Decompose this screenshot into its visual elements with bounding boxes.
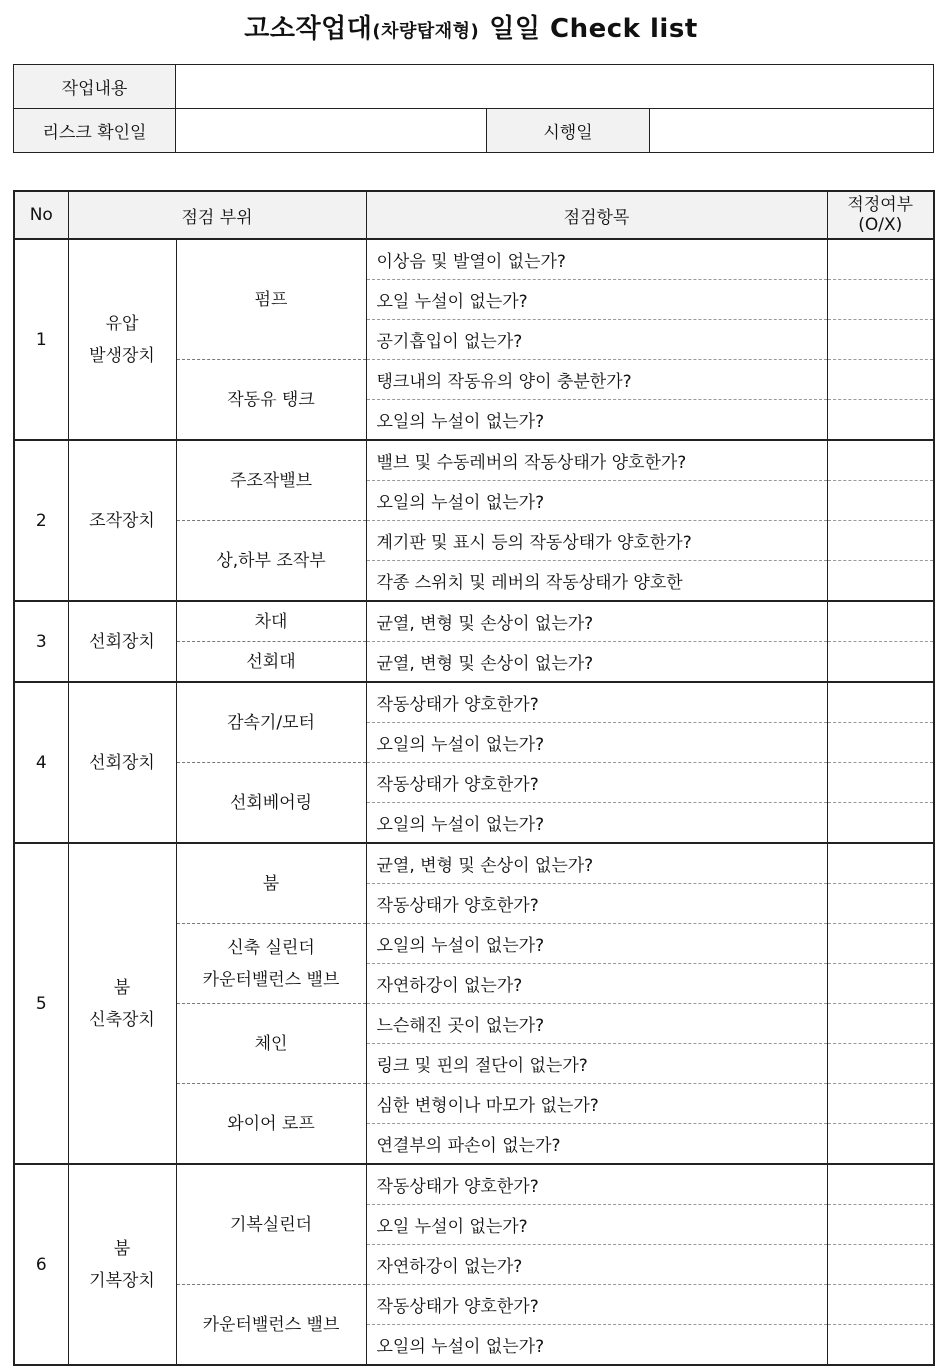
- title-sub: (차량탑재형): [372, 21, 480, 42]
- group-no: 2: [14, 440, 68, 601]
- group-no: 4: [14, 682, 68, 843]
- fit-check-cell[interactable]: [827, 1325, 934, 1366]
- checklist-row: [14, 1164, 934, 1205]
- group-name-line1: 붐: [113, 977, 131, 998]
- subpart-line1: 와이어 로프: [227, 1113, 315, 1134]
- header-fit-line2: (O/X): [858, 215, 903, 235]
- header-no: No: [14, 191, 68, 239]
- group-no: 3: [14, 601, 68, 682]
- fit-check-cell[interactable]: [827, 280, 934, 320]
- subpart-name: [176, 1164, 366, 1285]
- subpart-name: [176, 601, 366, 642]
- fit-check-cell[interactable]: [827, 843, 934, 884]
- checklist-row: [14, 239, 934, 280]
- group-name-line1: 유압: [105, 313, 139, 334]
- check-item: 작동상태가 양호한가?: [366, 682, 827, 723]
- subpart-name: [176, 1285, 366, 1366]
- subpart-name: [176, 763, 366, 844]
- checklist-row: [14, 601, 934, 642]
- checklist-table: [13, 190, 935, 1366]
- fit-check-cell[interactable]: [827, 1004, 934, 1044]
- header-fit: [827, 191, 934, 239]
- group-name-line2: 기복장치: [89, 1270, 155, 1291]
- subpart-line1: 상,하부 조작부: [216, 550, 326, 571]
- fit-check-cell[interactable]: [827, 521, 934, 561]
- subpart-line1: 체인: [254, 1033, 288, 1054]
- fit-check-cell[interactable]: [827, 803, 934, 844]
- group-name: [68, 682, 176, 843]
- check-item: 균열, 변형 및 손상이 없는가?: [366, 843, 827, 884]
- check-item: 이상음 및 발열이 없는가?: [366, 239, 827, 280]
- subpart-line1: 주조작밸브: [229, 470, 313, 491]
- check-item: 오일의 누설이 없는가?: [366, 723, 827, 763]
- fit-check-cell[interactable]: [827, 682, 934, 723]
- exec-date-field[interactable]: [650, 109, 934, 153]
- group-name: [68, 601, 176, 682]
- group-name: [68, 239, 176, 440]
- group-name-line1: 선회장치: [89, 752, 155, 773]
- fit-check-cell[interactable]: [827, 884, 934, 924]
- subpart-line1: 감속기/모터: [227, 712, 315, 733]
- check-item: 오일 누설이 없는가?: [366, 280, 827, 320]
- subpart-line2: 카운터밸런스 밸브: [202, 969, 340, 990]
- check-item: 오일의 누설이 없는가?: [366, 481, 827, 521]
- group-name-line1: 선회장치: [89, 631, 155, 652]
- check-item: 자연하강이 없는가?: [366, 1245, 827, 1285]
- check-item: 오일의 누설이 없는가?: [366, 1325, 827, 1366]
- info-table: [13, 64, 934, 153]
- check-item: 탱크내의 작동유의 양이 충분한가?: [366, 360, 827, 400]
- subpart-line1: 펌프: [254, 289, 288, 310]
- subpart-name: [176, 1084, 366, 1165]
- fit-check-cell[interactable]: [827, 763, 934, 803]
- fit-check-cell[interactable]: [827, 481, 934, 521]
- check-item: 공기흡입이 없는가?: [366, 320, 827, 360]
- check-item: 오일 누설이 없는가?: [366, 1205, 827, 1245]
- check-item: 작동상태가 양호한가?: [366, 763, 827, 803]
- group-name: [68, 843, 176, 1164]
- subpart-name: [176, 924, 366, 1004]
- page-title: [0, 8, 942, 45]
- title-main: 고소작업대: [244, 14, 373, 44]
- fit-check-cell[interactable]: [827, 320, 934, 360]
- fit-check-cell[interactable]: [827, 924, 934, 964]
- fit-check-cell[interactable]: [827, 561, 934, 602]
- group-no: 5: [14, 843, 68, 1164]
- fit-check-cell[interactable]: [827, 723, 934, 763]
- check-item: 작동상태가 양호한가?: [366, 884, 827, 924]
- fit-check-cell[interactable]: [827, 440, 934, 481]
- header-part: 점검 부위: [68, 191, 366, 239]
- fit-check-cell[interactable]: [827, 239, 934, 280]
- subpart-name: [176, 682, 366, 763]
- group-no: 1: [14, 239, 68, 440]
- subpart-line1: 기복실린더: [229, 1214, 313, 1235]
- group-name: [68, 440, 176, 601]
- subpart-line1: 카운터밸런스 밸브: [202, 1314, 340, 1335]
- group-name-line1: 조작장치: [89, 510, 155, 531]
- check-item: 오일의 누설이 없는가?: [366, 924, 827, 964]
- subpart-line1: 붐: [262, 873, 280, 894]
- subpart-name: [176, 360, 366, 441]
- check-item: 작동상태가 양호한가?: [366, 1285, 827, 1325]
- fit-check-cell[interactable]: [827, 1245, 934, 1285]
- group-name-line2: 발생장치: [89, 345, 155, 366]
- checklist-body: [14, 239, 934, 1365]
- subpart-name: [176, 239, 366, 360]
- checklist-row: [14, 843, 934, 884]
- subpart-line1: 작동유 탱크: [227, 389, 315, 410]
- checklist-row: [14, 682, 934, 723]
- check-item: 링크 및 핀의 절단이 없는가?: [366, 1044, 827, 1084]
- check-item: 심한 변형이나 마모가 없는가?: [366, 1084, 827, 1124]
- header-fit-line1: 적정여부: [847, 195, 914, 215]
- fit-check-cell[interactable]: [827, 964, 934, 1004]
- fit-check-cell[interactable]: [827, 1285, 934, 1325]
- check-item: 연결부의 파손이 없는가?: [366, 1124, 827, 1165]
- fit-check-cell[interactable]: [827, 1124, 934, 1165]
- work-content-field[interactable]: [176, 65, 934, 109]
- fit-check-cell[interactable]: [827, 642, 934, 683]
- subpart-name: [176, 1004, 366, 1084]
- subpart-line1: 선회베어링: [229, 792, 313, 813]
- fit-check-cell[interactable]: [827, 400, 934, 441]
- fit-check-cell[interactable]: [827, 1084, 934, 1124]
- subpart-line1: 차대: [254, 611, 288, 632]
- subpart-line1: 선회대: [246, 651, 296, 672]
- exec-date-label: 시행일: [487, 109, 650, 153]
- check-item: 균열, 변형 및 손상이 없는가?: [366, 601, 827, 642]
- check-item: 작동상태가 양호한가?: [366, 1164, 827, 1205]
- checklist-row: [14, 440, 934, 481]
- fit-check-cell[interactable]: [827, 360, 934, 400]
- subpart-line1: 신축 실린더: [227, 937, 315, 958]
- fit-check-cell[interactable]: [827, 1205, 934, 1245]
- fit-check-cell[interactable]: [827, 1044, 934, 1084]
- check-item: 오일의 누설이 없는가?: [366, 400, 827, 441]
- group-name-line1: 붐: [113, 1238, 131, 1259]
- check-item: 밸브 및 수동레버의 작동상태가 양호한가?: [366, 440, 827, 481]
- check-item: 자연하강이 없는가?: [366, 964, 827, 1004]
- subpart-name: [176, 440, 366, 521]
- risk-date-field[interactable]: [176, 109, 487, 153]
- group-name: [68, 1164, 176, 1365]
- fit-check-cell[interactable]: [827, 601, 934, 642]
- check-item: 각종 스위치 및 레버의 작동상태가 양호한: [366, 561, 827, 602]
- title-tail: 일일 Check list: [489, 14, 698, 44]
- check-item: 오일의 누설이 없는가?: [366, 803, 827, 844]
- subpart-name: [176, 642, 366, 683]
- subpart-name: [176, 521, 366, 602]
- check-item: 계기판 및 표시 등의 작동상태가 양호한가?: [366, 521, 827, 561]
- risk-date-label: 리스크 확인일: [14, 109, 176, 153]
- check-item: 느슨해진 곳이 없는가?: [366, 1004, 827, 1044]
- work-content-label: 작업내용: [14, 65, 176, 109]
- group-no: 6: [14, 1164, 68, 1365]
- group-name-line2: 신축장치: [89, 1009, 155, 1030]
- subpart-name: [176, 843, 366, 924]
- fit-check-cell[interactable]: [827, 1164, 934, 1205]
- header-item: 점검항목: [366, 191, 827, 239]
- check-item: 균열, 변형 및 손상이 없는가?: [366, 642, 827, 683]
